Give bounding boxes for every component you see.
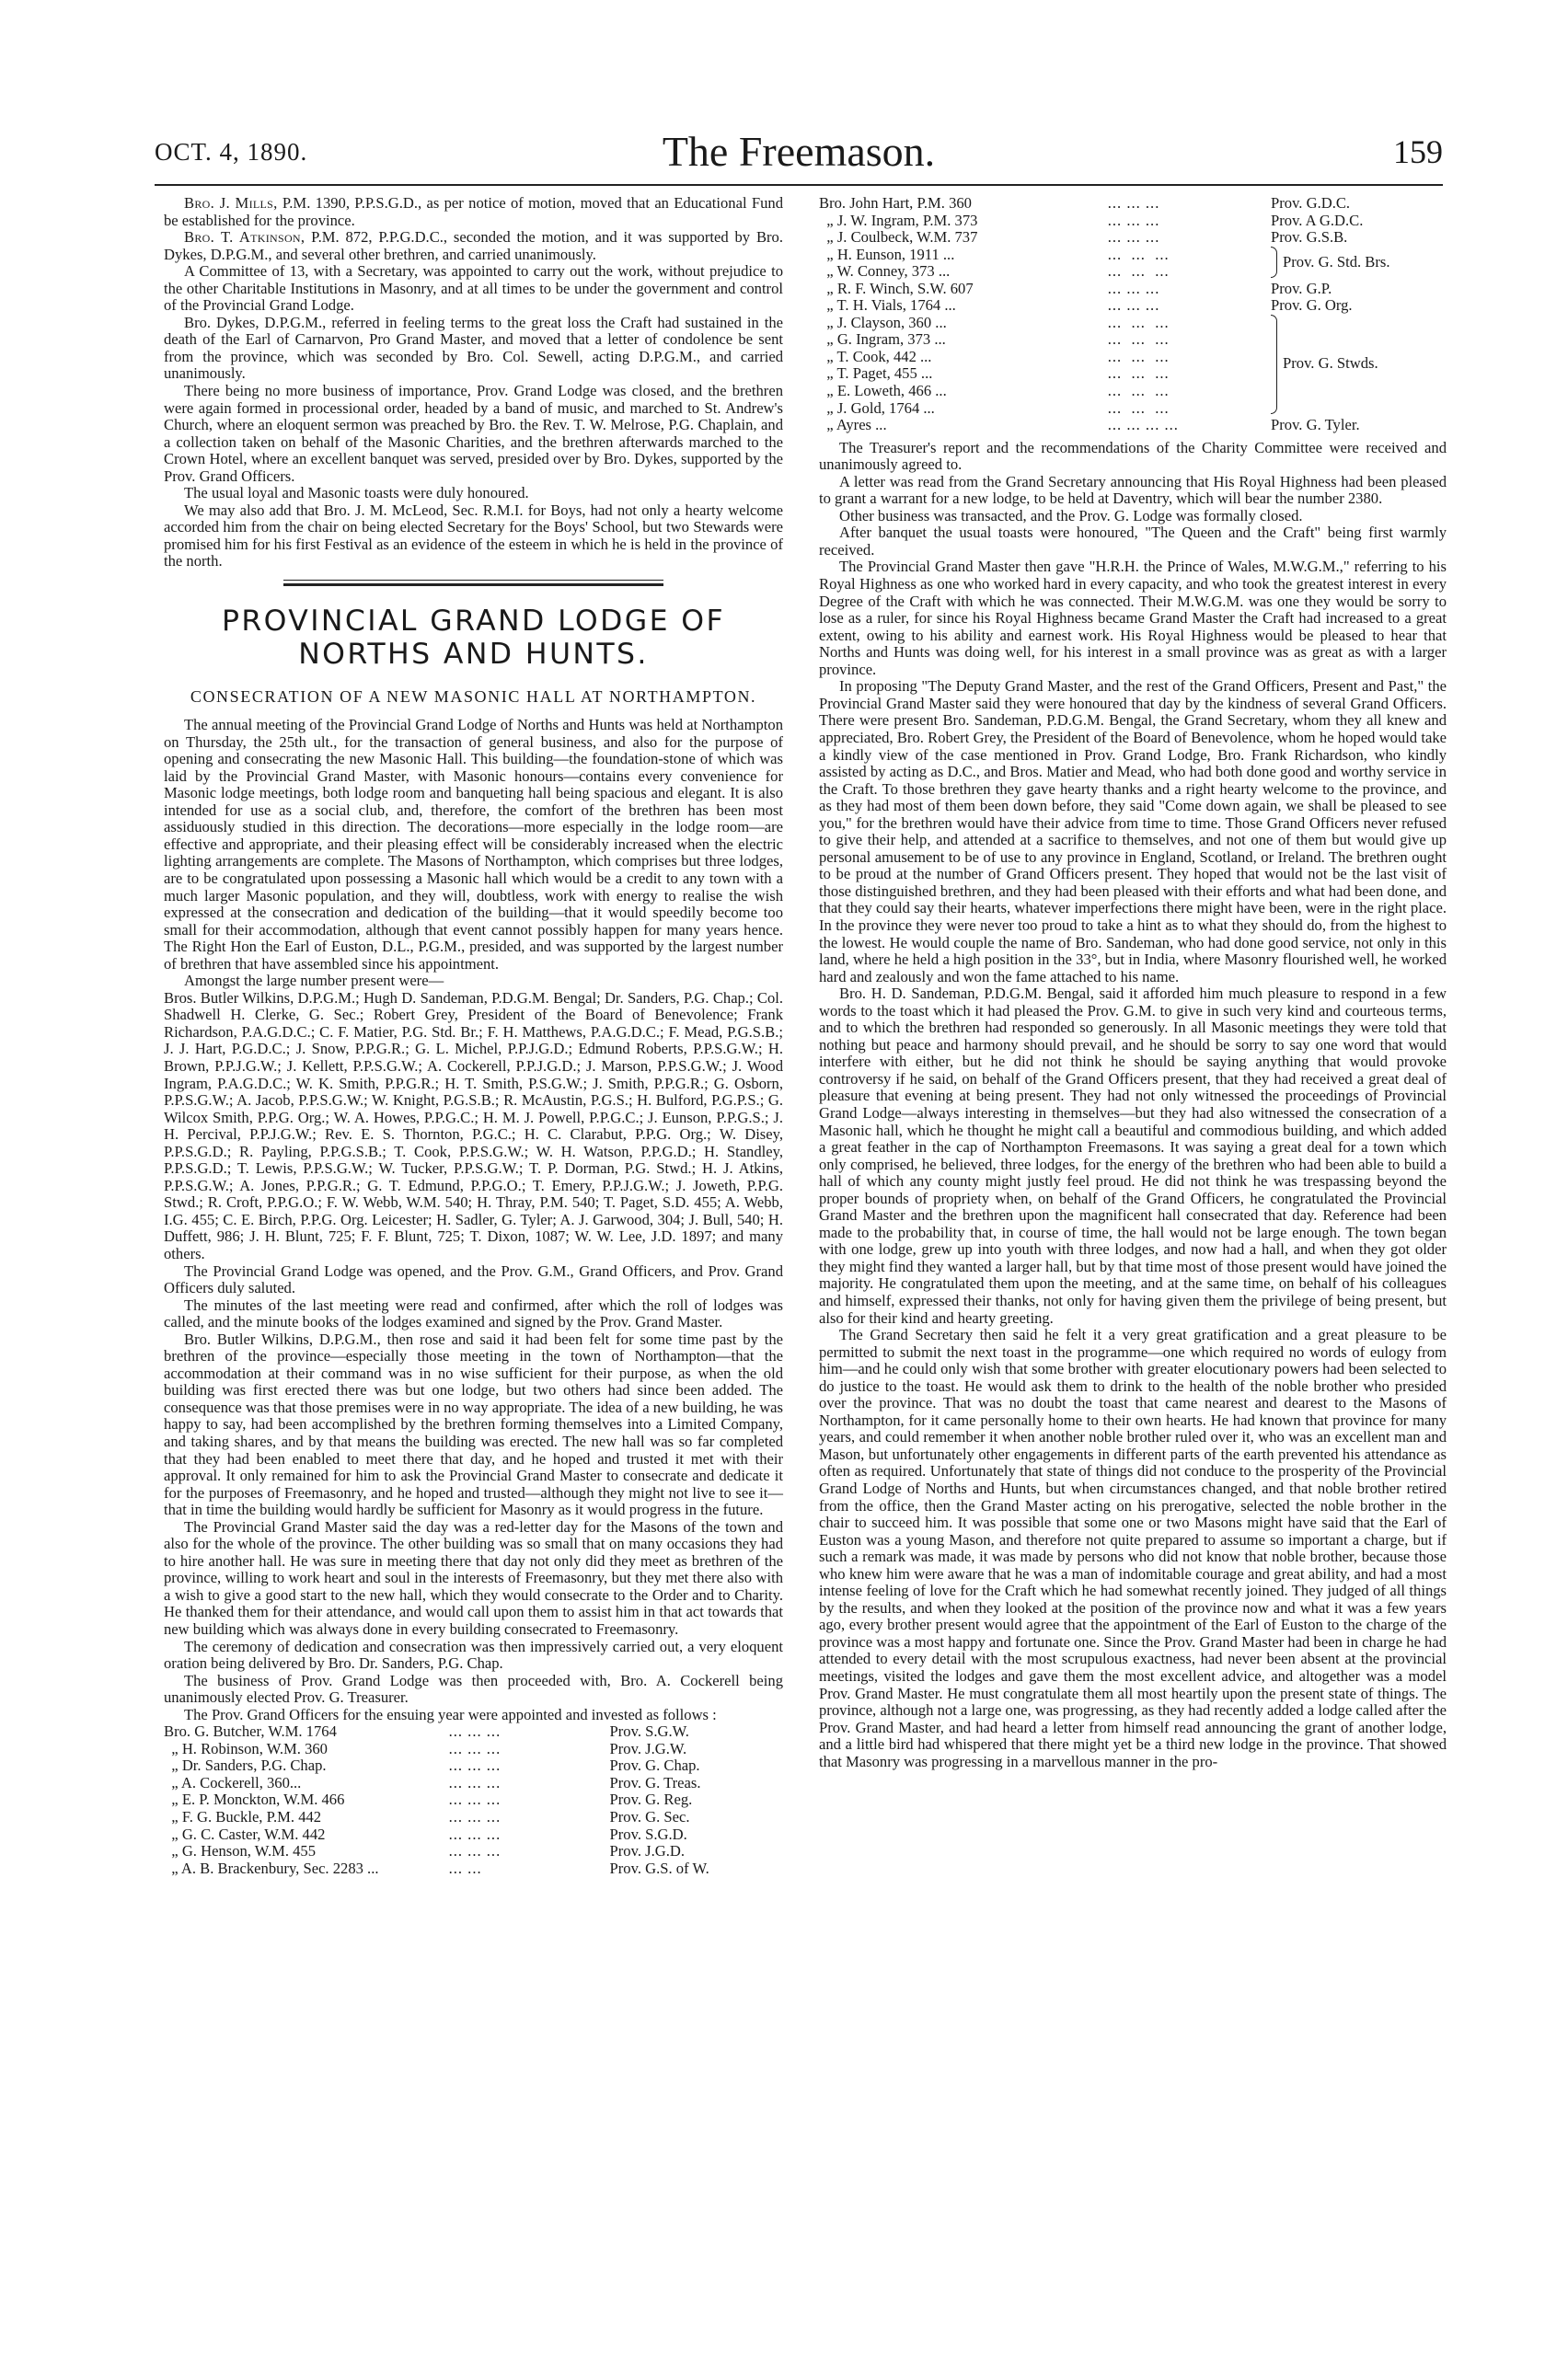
header-rule — [155, 184, 1443, 186]
paragraph: There being no more business of importance, Prov. Grand Lodge was closed, and the brethren were again formed in processional order, headed by a band of music, and marched to St. Andrew's Church, where an eloquent sermon was preached by Bro. the Rev. T. W. Melrose, P.G. Chaplain, and a collection taken on behalf of the Masonic Charities, and the brethren afterwards marched to the Crown Hotel, where an excellent banquet was served, presided over by Bro. Dykes, supported by the Prov. Grand Officers. — [164, 382, 783, 485]
table-row: „ Dr. Sanders, P.G. Chap. ... ... ... Prov. G. Chap. — [171, 1757, 700, 1775]
paragraph: Bro. Dykes, D.P.G.M., referred in feeling terms to the great loss the Craft had sustained in the death of the Earl of Carnarvon, Pro Grand Master, and moved that a letter of condolence be sent from the province, which was seconded by Bro. Col. Sewell, acting D.P.G.M., and carried unanimously. — [164, 313, 783, 383]
paragraph: The Provincial Grand Master said the day was a red-letter day for the Masons of the town and also for the whole of the province. The other building was so small that on many occasions they had to hire another hall. He was sure in meeting there that day not only did they meet as brethren of the province, willing to work heart and soul in the interests of Freemasonry, but they met there also with a wish to give a good start to the new hall, which they would consecrate to the Order and to Charity. He thanked them for their attendance, and would call upon them to assist him in that act towards that new building which was always done in every building consecrated to Freemasonry. — [164, 1517, 783, 1639]
table-row: „ H. Robinson, W.M. 360 ... ... ... Prov. J.G.W. — [171, 1739, 687, 1757]
left-column — [164, 195, 783, 1877]
paragraph: The business of Prov. Grand Lodge was then proceeded with, Bro. A. Cockerell being unanimously elected Prov. G. Treasurer. — [164, 1671, 783, 1707]
table-row: „ J. Clayson, 360 ... „ G. Ingram, 373 ... „ T. Cook, 442 ... „ T. Paget, 455 ... „ E. Loweth, 466 ... „ J. Gold, 1764 ... ... ... ... ... ... ... ... ... ... ... ... ... ... ... ... ... ... ... Prov. G. Stwds. — [819, 313, 1378, 417]
paragraph: After banquet the usual toasts were honoured, "The Queen and the Craft" being first warmly received. — [819, 524, 1447, 559]
section-divider — [283, 580, 663, 581]
paragraph: The ceremony of dedication and consecration was then impressively carried out, a very eloquent oration being delivered by Bro. Dr. Sanders, P.G. Chap. — [164, 1637, 783, 1673]
paragraph: The Treasurer's report and the recommendations of the Charity Committee were received and unanimously agreed to. — [819, 438, 1447, 474]
page-header — [155, 127, 1443, 182]
paragraph: Bro. H. D. Sandeman, P.D.G.M. Bengal, said it afforded him much pleasure to respond in a few words to the toast which it had pleased the Prov. G.M. to give in such very kind and courteous terms, and to which the brethren had responded so generously. In all Masonic meetings they were told that nothing but peace and harmony should prevail, and he should be sorry to say one word that would interfere with either, but he did not think he should be saying anything that would provoke controversy if he said, on behalf of the Grand Officers present, that they had received a great deal of pleasure that evening at being present. They had not only witnessed the proceedings of Provincial Grand Lodge—always interesting in themselves—but they had also witnessed the consecration of a Masonic hall, which he thought he might call a beautiful and commodious building, and which added a great feather in the cap of Northampton Freemasons. It was saying a great deal for a town which only comprised, he believed, three lodges, for the energy of the brethren who had been able to build a hall of which any county might justly feel proud. He did not think he was trespassing beyond the proper bounds of propriety when, on behalf of the Grand Officers, he congratulated the Provincial Grand Master and the brethren upon the magnificent hall consecrated that day. Reference had been made to the probability that, in course of time, the hall would not be large enough. The town began with one lodge, grew up into youth with three lodges, and now had a hall, and when they got older they might find they wanted a larger hall, but by that time most of those present would have joined the majority. He congratulated them upon the meeting, and at the same time, on behalf of his colleagues and himself, expressed their thanks, not only for having given them the privilege of being present, but also for their kind and hearty greeting. — [819, 985, 1447, 1327]
section-divider — [283, 583, 663, 586]
brace-bracket — [1271, 315, 1277, 414]
paragraph: Other business was transacted, and the Prov. G. Lodge was formally closed. — [839, 506, 1303, 524]
issue-date: OCT. 4, 1890. — [155, 138, 308, 166]
attendees-list: Bros. Butler Wilkins, D.P.G.M.; Hugh D. Sandeman, P.D.G.M. Bengal; Dr. Sanders, P.G. Chap.; Col. Shadwell H. Clerke, G. Sec.; Robert Grey, President of the Board of Benevolence; Frank Richardson, P.A.G.D.C.; C. F. Matier, P.G. Std. Br.; F. H. Matthews, P.A.G.D.C.; F. Mead, P.G.S.B.; J. J. Hart, P.G.D.C.; J. Snow, P.P.G.R.; G. L. Michel, P.P.J.G.D.; Edmund Roberts, P.P.S.G.W.; H. Brown, P.P.J.G.W.; J. Kellett, P.P.S.G.W.; A. Cockerell, P.P.J.G.D.; J. Marson, P.P.S.G.W.; J. Wood Ingram, P.A.G.D.C.; W. K. Smith, P.P.G.R.; H. T. Smith, P.S.G.W.; J. Smith, P.P.G.R.; G. Osborn, P.P.S.G.W.; A. Jacob, P.P.S.G.W.; W. Knight, P.G.S.B.; R. McAustin, P.G.S.; H. Bulford, P.G.P.S.; G. Wilcox Smith, P.P.G. Org.; W. A. Howes, P.P.G.C.; H. M. J. Powell, P.P.G.C.; J. Eunson, P.P.G.S.; J. H. Percival, P.P.J.G.W.; Rev. E. S. Thornton, P.G.C.; H. C. Clarabut, P.P.G. Org.; W. Disey, P.P.S.G.D.; R. Payling, P.P.G.S.B.; T. Cook, P.P.S.G.W.; W. H. Watson, P.P.G.D.; H. Standley, P.P.S.G.D.; T. Lewis, P.P.S.G.W.; W. Tucker, P.P.S.G.W.; T. P. Dorman, P.G. Stwd.; H. J. Atkins, P.P.S.G.W.; A. Jones, P.P.G.R.; G. T. Edmund, P.P.G.O.; T. Emery, P.P.J.G.W.; J. Joweth, P.P.G. Stwd.; R. Croft, P.P.G.O.; F. W. Webb, W.M. 540; H. Thray, P.M. 540; T. Paget, S.D. 455; A. Webb, I.G. 455; C. E. Birch, P.P.G. Org. Leicester; H. Sadler, G. Tyler; A. J. Garwood, 304; J. Bull, 540; H. Duffett, 986; J. H. Blunt, 725; F. F. Blunt, 725; T. Dixon, 1087; W. W. Lee, J.D. 1897; and many others. — [164, 988, 783, 1262]
table-row: „ T. H. Vials, 1764 ... ... ... ... Prov. G. Org. — [826, 296, 1353, 315]
paragraph: We may also add that Bro. J. M. McLeod, Sec. R.M.I. for Boys, had not only a hearty welcome accorded him from the chair on being elected Secretary for the Boys' School, but two Stewards were promised him for his first Festival as an evidence of the esteem in which he is held in the province of the north. — [164, 501, 783, 570]
table-row: „ A. Cockerell, 360... ... ... ... Prov. G. Treas. — [171, 1773, 701, 1791]
table-row: „ J. W. Ingram, P.M. 373 ... ... ... Prov. A G.D.C. — [826, 211, 1364, 229]
brace-bracket — [1271, 247, 1277, 278]
table-row: „ H. Eunson, 1911 ... „ W. Conney, 373 ... ... ... ... ... ... ... Prov. G. Std. Brs. — [819, 245, 1390, 281]
table-row: „ Ayres ... ... ... ... ... Prov. G. Tyler. — [826, 416, 1360, 434]
paragraph: In proposing "The Deputy Grand Master, and the rest of the Grand Officers, Present and Past," the Provincial Grand Master said they were honoured that day by the kindness of several Grand Officers. There were present Bro. Sandeman, P.D.G.M. Bengal, the Grand Secretary, whom they all knew and appreciated, Bro. Robert Grey, the President of the Board of Benevolence, whom he hoped would take a kindly view of the case mentioned in Prov. Grand Lodge, Bro. Frank Richardson, who kindly assisted by acting as D.C., and Bros. Matier and Mead, who had both done good and worthy service in the Craft. To those brethren they gave hearty thanks and a right hearty welcome to the province, and as they had most of them been down before, they said "Come down again, we shall be pleased to see you," for the brethren would have their advice from time to time. Those Grand Officers never refused to give their help, and attended at a sacrifice to themselves, and not one of them but would give up personal amusement to be of use to any province in England, Scotland, or Ireland. The brethren ought to be proud at the number of Grand Officers present. They hoped that would not be the last visit of those distinguished brethren, and they had been pleased with their efforts and what had been done, and that they could say their hearts, whatever imperfections there might have been, were in the right place. In the province they were never too proud to take a hint as to what they should do, from the highest to the lowest. He would couple the name of Bro. Sandeman, who had done good service, not only in this land, where he held a high position in the 33°, but in India, where Masonry flourished well, he worked hard and zealously and won the fame attached to his name. — [819, 677, 1447, 985]
officers-table-continued — [819, 195, 1447, 434]
paragraph: The minutes of the last meeting were read and confirmed, after which the roll of lodges was called, and the minute books of the lodges examined and signed by the Prov. Grand Master. — [164, 1296, 783, 1331]
paragraph: A Committee of 13, with a Secretary, was appointed to carry out the work, without prejudice to the other Charitable Institutions in Masonry, and at all times to be under the government and control of the Provincial Grand Lodge. — [164, 262, 783, 315]
table-row: „ R. F. Winch, S.W. 607 ... ... ... Prov. G.P. — [826, 279, 1332, 297]
paragraph: The Prov. Grand Officers for the ensuing year were appointed and invested as follows : — [184, 1705, 717, 1723]
section-heading: PROVINCIAL GRAND LODGE OF NORTHS AND HUNTS. — [221, 605, 726, 672]
table-row: „ F. G. Buckle, P.M. 442 ... ... ... Prov. G. Sec. — [171, 1808, 690, 1826]
paragraph: Bro. Butler Wilkins, D.P.G.M., then rose and said it had been felt for some time past by the brethren of the province—especially those meeting in the town of Northampton—that the accommodation at their command was in no wise sufficient for their purpose, as when the old building was first erected there was but one lodge, but two others had since been added. The consequence was that those premises were in no way appropriate. The idea of a new building, he was happy to say, had been accomplished by the brethren forming themselves into a Limited Company, and taking shares, and by that means the building was erected. The new hall was so far completed that they had been enabled to meet there that day, and he hoped and trusted it met with their approval. It only remained for him to ask the Provincial Grand Master to consecrate and dedicate it for the purposes of Freemasonry, and he hoped and trusted—although they might not live to see it—that in time the building would hardly be sufficient for Masonry as it would progress in the future. — [164, 1330, 783, 1519]
table-row: „ G. C. Caster, W.M. 442 ... ... ... Prov. S.G.D. — [171, 1825, 687, 1843]
table-row: „ J. Coulbeck, W.M. 737 ... ... ... Prov. G.S.B. — [826, 228, 1348, 247]
paragraph: Bro. T. Atkinson, P.M. 872, P.P.G.D.C., seconded the motion, and it was supported by Bro. Dykes, D.P.G.M., and several other brethren, and carried unanimously. — [164, 228, 783, 263]
table-row: Bro. G. Butcher, W.M. 1764 ... ... ... Prov. S.G.W. — [164, 1722, 689, 1741]
paragraph: The usual loyal and Masonic toasts were duly honoured. — [184, 484, 529, 502]
paragraph: The Grand Secretary then said he felt it a very great gratification and a great pleasure to be permitted to submit the next toast in the programme—one which required no words of eulogy from him—and he could only wish that some brother with greater elocutionary powers had been selected to do justice to the toast. He would ask them to drink to the health of the noble brother who presided over the province. That was no doubt the toast that came nearest and dearest to the Masons of Northampton, for it came personally home to their own hearts. He had known that province for many years, and could remember it when another noble brother ruled over it, who was an excellent man and Mason, but unfortunately other engagements in different parts of the earth prevented his attendance as often as required. Unfortunately that state of things did not conduce to the prosperity of the Provincial Grand Lodge of Norths and Hunts, but when circumstances changed, and that noble brother retired from the office, then the Grand Master acting on his prerogative, selected the noble brother in the chair to succeed him. It was possible that some one or two Masons might have said that the Earl of Euston was a young Mason, and therefore not quite prepared to assume so important a charge, but if such a remark was made, it was made by persons who did not know that noble brother, because those who knew him were aware that he was a man of indomitable courage and great ability, and had a most intense feeling of love for the Craft which he had somewhat recently joined. They judged of all things by the results, and when they looked at the position of the province now and what it was a few years ago, every brother present would agree that the appointment of the Earl of Euston to the charge of the province was a most happy and fortunate one. Since the Prov. Grand Master had been in charge he had attended to every detail with the most scrupulous exactness, had never been absent at the provincial meetings, visited the lodges and gave them the most excellent advice, and altogether was a model Prov. Grand Master. He must congratulate them all most heartily upon the present state of things. The province, although not a large one, was progressing, as they had recently added a lodge called after the Prov. Grand Master, and had heard a letter from himself read announcing the grant of another lodge, and a little bird had whispered that there might yet be a third new lodge in the province. That showed that Masonry was progressing in a marvellous manner in the pro- — [819, 1326, 1447, 1770]
paragraph: Bro. J. Mills, P.M. 1390, P.P.S.G.D., as per notice of motion, moved that an Educational Fund be established for the province. — [164, 194, 783, 229]
right-column — [819, 195, 1447, 1770]
paragraph: Amongst the large number present were— — [184, 972, 444, 990]
paragraph: The Provincial Grand Lodge was opened, and the Prov. G.M., Grand Officers, and Prov. Grand Officers duly saluted. — [164, 1261, 783, 1297]
paragraph: The annual meeting of the Provincial Grand Lodge of Norths and Hunts was held at Northampton on Thursday, the 25th ult., for the transaction of general business, and also for the purpose of opening and consecrating the new Masonic Hall. This building—the foundation-stone of which was laid by the Provincial Grand Master, with Masonic honours—contains every convenience for Masonic lodge meetings, both lodge room and banqueting hall being spacious and elegant. It is also intended for use as a social club, and, therefore, the comfort of the brethren has been most assiduously studied in this direction. The decorations—more especially in the lodge room—are effective and appropriate, and their pleasing effect will be considerably increased when the electric lighting arrangements are complete. The Masons of Northampton, which comprises but three lodges, are to be congratulated upon possessing a Masonic hall which would be a credit to any town with a much larger Masonic population, and they will, doubtless, work with energy to realise the wish expressed at the consecration and dedication of the building—that it would speedily become too small for their accommodation, although that event cannot possibly happen for many years hence. The Right Hon the Earl of Euston, D.L., P.G.M., presided, and was supported by the largest number of brethren that have assembled since his appointment. — [164, 716, 783, 973]
paragraph: A letter was read from the Grand Secretary announcing that His Royal Highness had been pleased to grant a warrant for a new lodge, to be held at Daventry, which will bear the number 2380. — [819, 472, 1447, 508]
officers-table — [164, 1723, 783, 1877]
table-row: „ E. P. Monckton, W.M. 466 ... ... ... Prov. G. Reg. — [171, 1791, 693, 1809]
table-row: Bro. John Hart, P.M. 360 ... ... ... Prov. G.D.C. — [819, 194, 1351, 212]
table-row: „ A. B. Brackenbury, Sec. 2283 ... ... ... Prov. G.S. of W. — [171, 1859, 709, 1877]
page-number: 159 — [1393, 133, 1443, 170]
table-row: „ G. Henson, W.M. 455 ... ... ... Prov. J.G.D. — [171, 1842, 685, 1860]
paragraph: The Provincial Grand Master then gave "H.R.H. the Prince of Wales, M.W.G.M.," referring to his Royal Highness as one who worked hard in every capacity, and who took the greatest interest in every Degree of the Craft with which he was connected. Their M.W.G.M. was one they would be sorry to lose as a ruler, for since his Royal Highness became Grand Master the Craft had increased to a great extent, owing to his ability and earnest work. His Royal Highness would be pleased to hear that Norths and Hunts was doing well, for his interest in a small province was as great as with a larger province. — [819, 558, 1447, 678]
masthead-title: The Freemason. — [662, 128, 936, 175]
section-subheading: CONSECRATION OF A NEW MASONIC HALL AT NORTHAMPTON. — [190, 687, 757, 707]
